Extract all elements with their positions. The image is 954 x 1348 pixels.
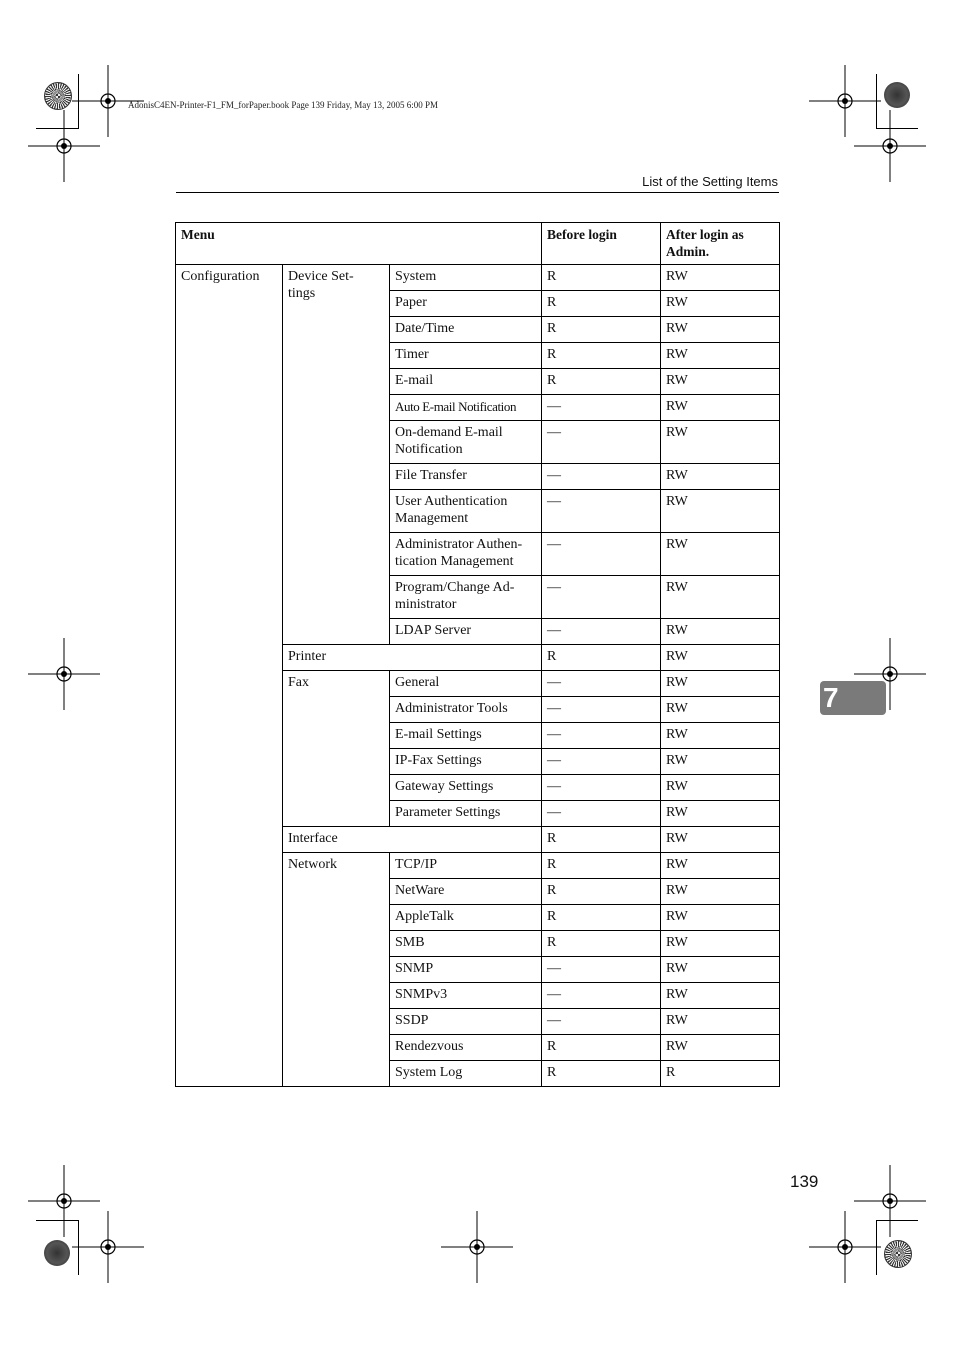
before-login-value: — bbox=[542, 619, 661, 645]
setting-name: Administrator Authen- tication Management bbox=[390, 533, 542, 576]
before-login-value: R bbox=[542, 853, 661, 879]
setting-name: Administrator Tools bbox=[390, 697, 542, 723]
setting-name: System bbox=[390, 265, 542, 291]
setting-name: SNMP bbox=[390, 957, 542, 983]
setting-name: General bbox=[390, 671, 542, 697]
before-login-value: R bbox=[542, 291, 661, 317]
table-row bbox=[176, 265, 780, 291]
registration-mark-icon bbox=[28, 110, 100, 182]
after-login-value: RW bbox=[661, 905, 780, 931]
before-login-value: R bbox=[542, 369, 661, 395]
setting-name: User Authentication Management bbox=[390, 490, 542, 533]
before-login-value: — bbox=[542, 576, 661, 619]
before-login-value: — bbox=[542, 801, 661, 827]
after-login-value: RW bbox=[661, 879, 780, 905]
before-login-value: — bbox=[542, 395, 661, 421]
before-login-value: R bbox=[542, 905, 661, 931]
after-login-value: RW bbox=[661, 853, 780, 879]
before-login-value: R bbox=[542, 343, 661, 369]
header-rule bbox=[176, 192, 779, 193]
after-login-value: RW bbox=[661, 343, 780, 369]
setting-name: Gateway Settings bbox=[390, 775, 542, 801]
registration-mark-icon bbox=[28, 1165, 100, 1237]
setting-name: Program/Change Ad- ministrator bbox=[390, 576, 542, 619]
before-login-value: R bbox=[542, 1035, 661, 1061]
setting-name: LDAP Server bbox=[390, 619, 542, 645]
registration-mark-icon bbox=[441, 1211, 513, 1283]
after-login-value: RW bbox=[661, 421, 780, 464]
before-login-value: — bbox=[542, 697, 661, 723]
registration-mark-icon bbox=[854, 110, 926, 182]
after-login-value: RW bbox=[661, 775, 780, 801]
setting-name: System Log bbox=[390, 1061, 542, 1087]
after-login-value: RW bbox=[661, 801, 780, 827]
before-login-value: R bbox=[542, 645, 661, 671]
after-login-value: RW bbox=[661, 1009, 780, 1035]
before-login-value: — bbox=[542, 983, 661, 1009]
after-login-value: RW bbox=[661, 827, 780, 853]
after-login-value: RW bbox=[661, 1035, 780, 1061]
after-login-value: RW bbox=[661, 490, 780, 533]
after-login-value: RW bbox=[661, 369, 780, 395]
before-login-value: R bbox=[542, 879, 661, 905]
setting-name: Auto E-mail Notification bbox=[390, 395, 542, 421]
registration-mark-icon bbox=[28, 638, 100, 710]
network-group-label: Network bbox=[283, 853, 390, 1087]
after-login-value: RW bbox=[661, 645, 780, 671]
before-login-value: R bbox=[542, 1061, 661, 1087]
setting-name: Paper bbox=[390, 291, 542, 317]
configuration-label: Configuration bbox=[176, 265, 283, 1087]
after-login-value: RW bbox=[661, 749, 780, 775]
after-login-value: RW bbox=[661, 931, 780, 957]
before-login-value: R bbox=[542, 827, 661, 853]
setting-name: File Transfer bbox=[390, 464, 542, 490]
device-settings-group-label: Device Set- tings bbox=[283, 265, 390, 645]
setting-name: Date/Time bbox=[390, 317, 542, 343]
setting-name: TCP/IP bbox=[390, 853, 542, 879]
color-target-icon bbox=[44, 1240, 70, 1266]
after-login-value: RW bbox=[661, 957, 780, 983]
before-login-value: R bbox=[542, 317, 661, 343]
after-login-value: RW bbox=[661, 983, 780, 1009]
after-login-value: RW bbox=[661, 395, 780, 421]
before-login-value: — bbox=[542, 464, 661, 490]
color-target-icon bbox=[884, 1240, 912, 1268]
after-login-value: RW bbox=[661, 619, 780, 645]
registration-mark-icon bbox=[854, 1165, 926, 1237]
after-login-value: R bbox=[661, 1061, 780, 1087]
setting-name: E-mail bbox=[390, 369, 542, 395]
setting-name: SMB bbox=[390, 931, 542, 957]
before-login-value: — bbox=[542, 775, 661, 801]
interface-label: Interface bbox=[283, 827, 542, 853]
before-login-value: R bbox=[542, 931, 661, 957]
settings-table bbox=[175, 222, 780, 1087]
after-login-value: RW bbox=[661, 576, 780, 619]
setting-name: E-mail Settings bbox=[390, 723, 542, 749]
after-login-value: RW bbox=[661, 671, 780, 697]
setting-name: Timer bbox=[390, 343, 542, 369]
header-after-login: After login as Admin. bbox=[661, 223, 780, 265]
header-menu: Menu bbox=[176, 223, 542, 265]
file-info-note: AdonisC4EN-Printer-F1_FM_forPaper.book Page 139 Friday, May 13, 2005 6:00 PM bbox=[128, 100, 438, 110]
before-login-value: — bbox=[542, 490, 661, 533]
after-login-value: RW bbox=[661, 723, 780, 749]
before-login-value: — bbox=[542, 533, 661, 576]
printer-label: Printer bbox=[283, 645, 542, 671]
fax-group-label: Fax bbox=[283, 671, 390, 827]
before-login-value: — bbox=[542, 749, 661, 775]
table-header-row bbox=[176, 223, 780, 265]
setting-name: AppleTalk bbox=[390, 905, 542, 931]
chapter-tab: 7 bbox=[820, 681, 886, 715]
after-login-value: RW bbox=[661, 317, 780, 343]
before-login-value: — bbox=[542, 957, 661, 983]
before-login-value: R bbox=[542, 265, 661, 291]
setting-name: NetWare bbox=[390, 879, 542, 905]
before-login-value: — bbox=[542, 671, 661, 697]
setting-name: Parameter Settings bbox=[390, 801, 542, 827]
running-head: List of the Setting Items bbox=[642, 174, 778, 189]
setting-name: SSDP bbox=[390, 1009, 542, 1035]
before-login-value: — bbox=[542, 1009, 661, 1035]
before-login-value: — bbox=[542, 723, 661, 749]
color-target-icon bbox=[884, 82, 910, 108]
after-login-value: RW bbox=[661, 265, 780, 291]
after-login-value: RW bbox=[661, 291, 780, 317]
setting-name: IP-Fax Settings bbox=[390, 749, 542, 775]
after-login-value: RW bbox=[661, 697, 780, 723]
header-before-login: Before login bbox=[542, 223, 661, 265]
before-login-value: — bbox=[542, 421, 661, 464]
setting-name: Rendezvous bbox=[390, 1035, 542, 1061]
setting-name: SNMPv3 bbox=[390, 983, 542, 1009]
after-login-value: RW bbox=[661, 533, 780, 576]
page-number: 139 bbox=[790, 1172, 819, 1191]
color-target-icon bbox=[44, 82, 72, 110]
after-login-value: RW bbox=[661, 464, 780, 490]
setting-name: On-demand E-mail Notification bbox=[390, 421, 542, 464]
